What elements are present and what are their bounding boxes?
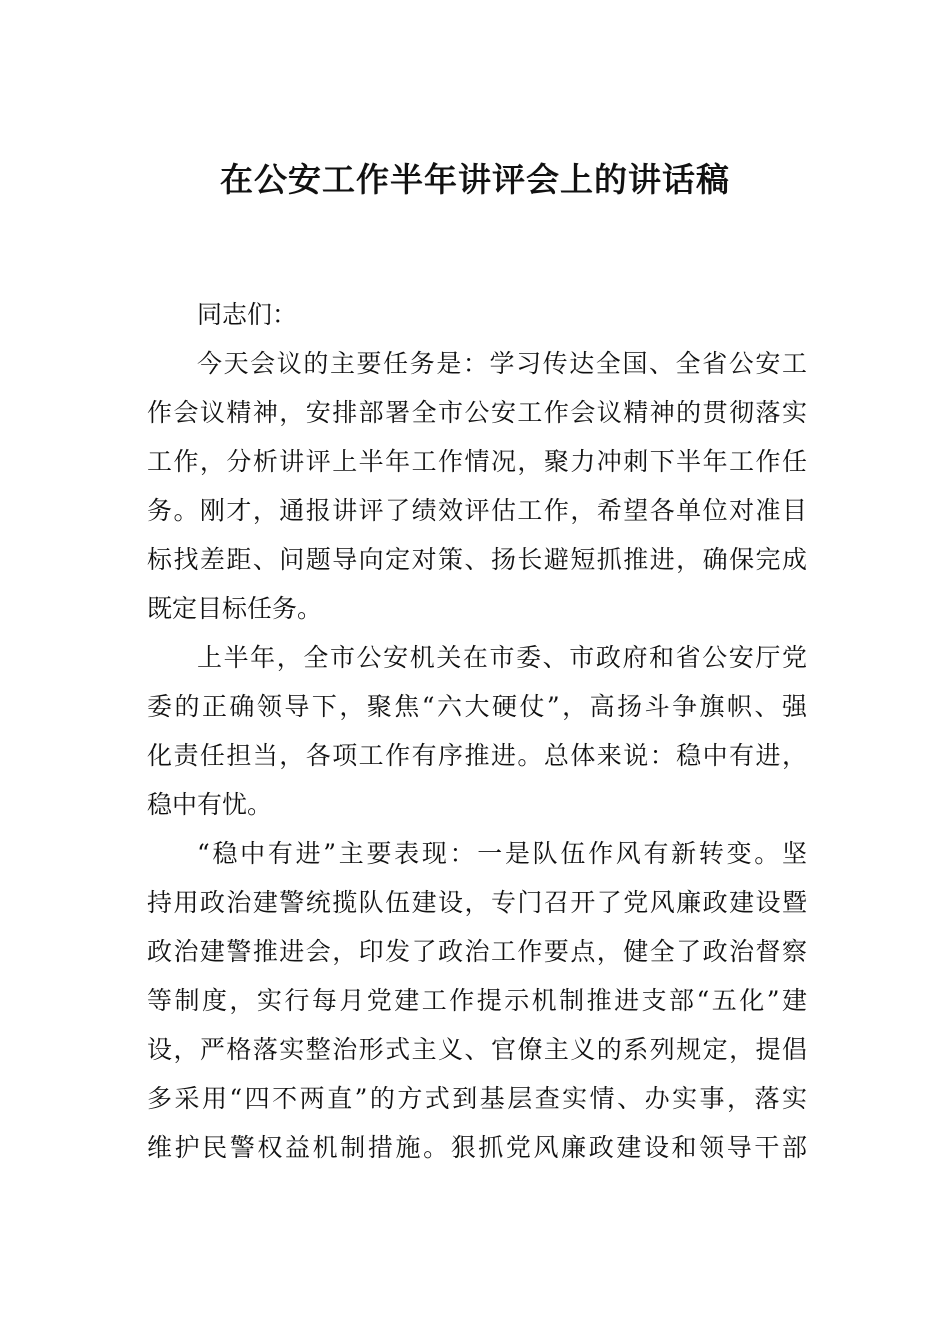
paragraph-1-line-6: 既定目标任务。 — [147, 594, 323, 623]
paragraph-3-line-7: 维护民警权益机制措施。狠抓党风廉政建设和领导干部 — [147, 1133, 807, 1162]
document-title: 在公安工作半年讲评会上的讲话稿 — [220, 160, 730, 199]
paragraph-1-line-4: 务。刚才，通报讲评了绩效评估工作，希望各单位对准目 — [147, 496, 807, 525]
paragraph-2-line-4: 稳中有忧。 — [147, 790, 273, 819]
paragraph-1-line-3: 工作，分析讲评上半年工作情况，聚力冲刺下半年工作任 — [147, 447, 807, 476]
paragraph-2-line-1: 上半年，全市公安机关在市委、市政府和省公安厅党 — [197, 643, 807, 672]
paragraph-3-line-3: 政治建警推进会，印发了政治工作要点，健全了政治督察 — [147, 937, 807, 966]
greeting-line: 同志们： — [197, 300, 298, 329]
document-body — [147, 290, 807, 1172]
paragraph-1-line-2: 作会议精神，安排部署全市公安工作会议精神的贯彻落实 — [147, 398, 807, 427]
paragraph-2-line-3: 化责任担当，各项工作有序推进。总体来说：稳中有进， — [147, 741, 807, 770]
paragraph-3-line-2: 持用政治建警统揽队伍建设，专门召开了党风廉政建设暨 — [147, 888, 807, 917]
paragraph-2-line-2: 委的正确领导下，聚焦“六大硬仗”，高扬斗争旗帜、强 — [147, 692, 807, 721]
paragraph-3-line-1: “稳中有进”主要表现：一是队伍作风有新转变。坚 — [197, 839, 807, 868]
paragraph-1-line-5: 标找差距、问题导向定对策、扬长避短抓推进，确保完成 — [147, 545, 807, 574]
paragraph-1-line-1: 今天会议的主要任务是：学习传达全国、全省公安工 — [197, 349, 807, 378]
paragraph-3-line-5: 设，严格落实整治形式主义、官僚主义的系列规定，提倡 — [147, 1035, 807, 1064]
paragraph-3-line-6: 多采用“四不两直”的方式到基层查实情、办实事，落实 — [147, 1084, 807, 1113]
paragraph-3-line-4: 等制度，实行每月党建工作提示机制推进支部“五化”建 — [147, 986, 807, 1015]
